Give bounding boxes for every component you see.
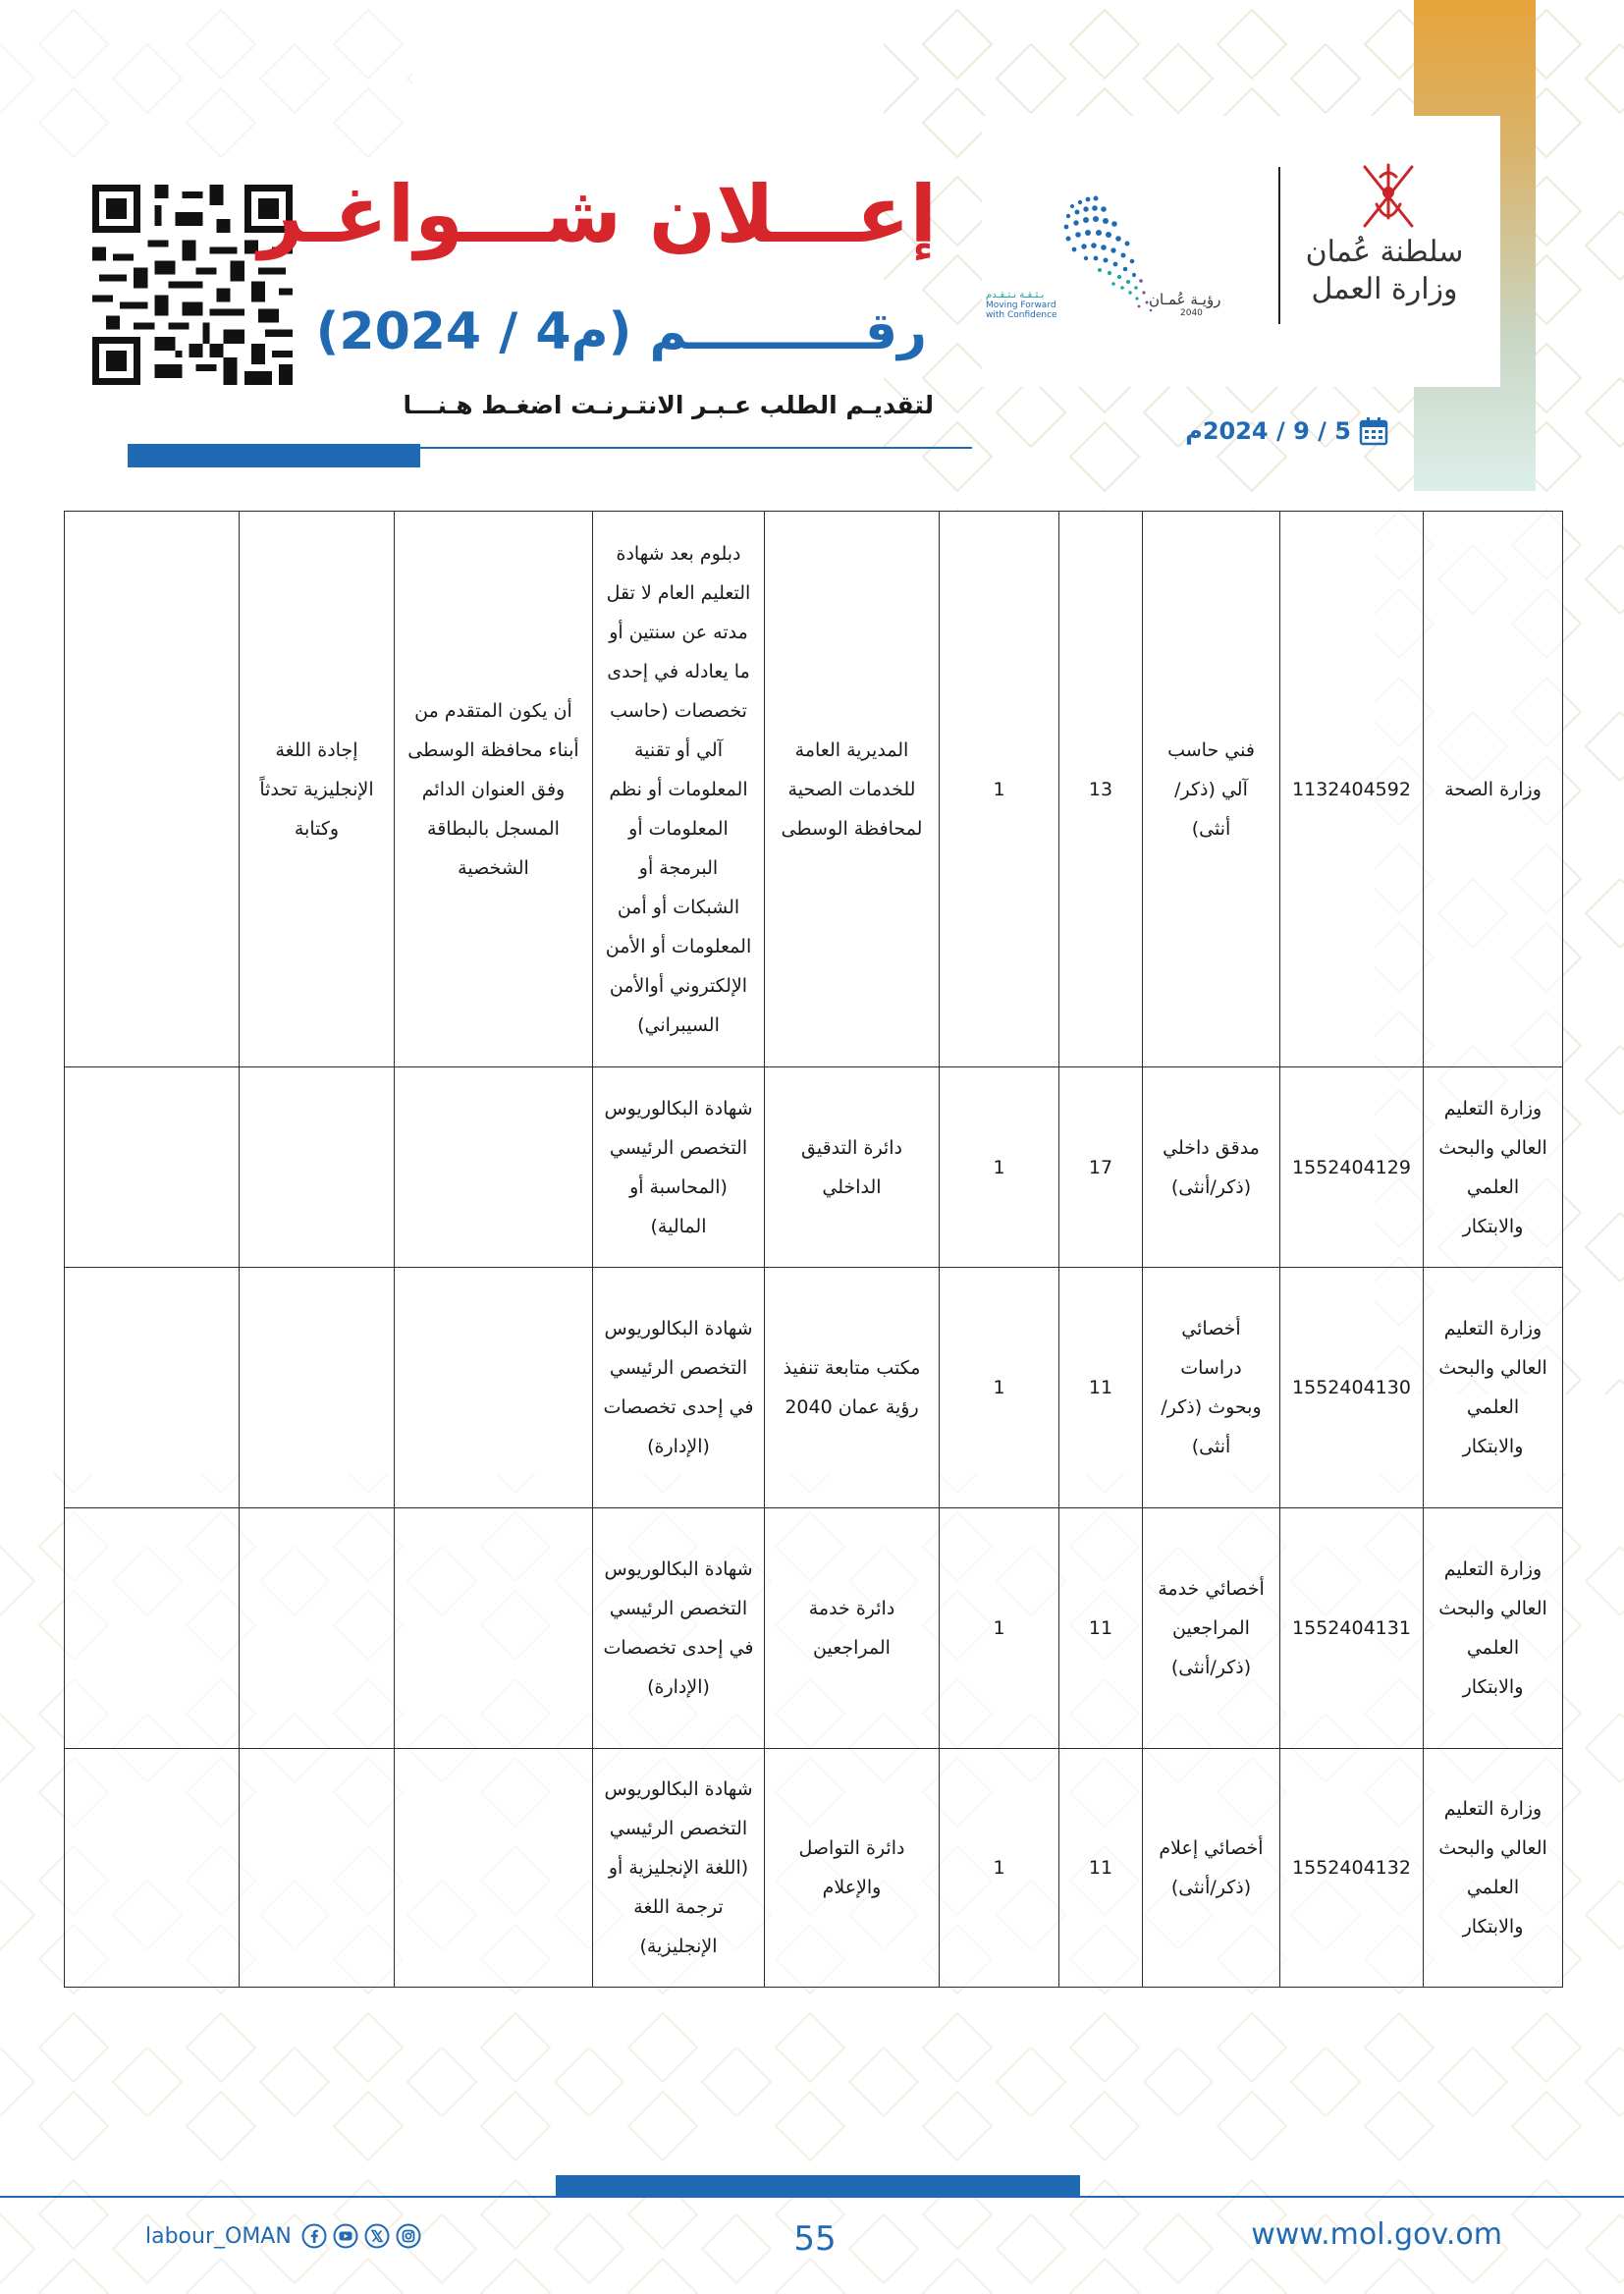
residence-cell [395, 1067, 593, 1268]
other-requirements-cell: إجادة اللغة الإنجليزية تحدثاً وكتابة [240, 512, 395, 1067]
youtube-icon[interactable] [333, 2223, 358, 2249]
entity-cell: وزارة الصحة [1424, 512, 1563, 1067]
date-text: 5 / 9 / 2024م [1185, 417, 1351, 445]
logo-divider [1278, 167, 1280, 324]
residence-cell [395, 1508, 593, 1749]
department-cell: المديرية العامة للخدمات الصحية لمحافظة الوسطى [765, 512, 940, 1067]
notes-cell [65, 1268, 240, 1508]
other-requirements-cell [240, 1067, 395, 1268]
grade-cell: 11 [1059, 1508, 1143, 1749]
job-code-cell: 1552404131 [1280, 1508, 1424, 1749]
residence-cell [395, 1749, 593, 1988]
announcement-number: رقــــــــــم (م4 / 2024) [315, 302, 927, 361]
vacancies-table [64, 511, 1563, 1988]
job-title-cell: فني حاسب آلي (ذكر/ أنثى) [1143, 512, 1280, 1067]
job-title-cell: أخصائي إعلام (ذكر/أنثى) [1143, 1749, 1280, 1988]
entity-cell: وزارة التعليم العالي والبحث العلمي والابتكار [1424, 1508, 1563, 1749]
entity-cell: وزارة التعليم العالي والبحث العلمي والابتكار [1424, 1268, 1563, 1508]
notes-cell [65, 512, 240, 1067]
entity-cell: وزارة التعليم العالي والبحث العلمي والابتكار [1424, 1749, 1563, 1988]
qualification-cell: دبلوم بعد شهادة التعليم العام لا تقل مدته عن سنتين أو ما يعادله في إحدى تخصصات (حاسب آلي أو تقنية المعلومات أو نظم المعلومات أو البرمجة أو الشبكات أو أمن المعلومات أو الأمن الإلكتروني أوالأمن السيبراني) [593, 512, 765, 1067]
grade-cell: 17 [1059, 1067, 1143, 1268]
qualification-cell: شهادة البكالوريوس التخصص الرئيسي (اللغة الإنجليزية أو ترجمة اللغة الإنجليزية) [593, 1749, 765, 1988]
grade-cell: 11 [1059, 1268, 1143, 1508]
job-code-cell: 1552404129 [1280, 1067, 1424, 1268]
notes-cell [65, 1508, 240, 1749]
x-icon[interactable] [364, 2223, 390, 2249]
count-cell: 1 [940, 1067, 1059, 1268]
job-code-cell: 1132404592 [1280, 512, 1424, 1067]
table-row [65, 1749, 1563, 1988]
oman-emblem-icon [1355, 157, 1422, 236]
other-requirements-cell [240, 1508, 395, 1749]
calendar-icon [1359, 416, 1388, 446]
website-link[interactable]: www.mol.gov.om [1251, 2217, 1502, 2252]
table-row [65, 1268, 1563, 1508]
notes-cell [65, 1067, 240, 1268]
job-title-cell: أخصائي دراسات وبحوث (ذكر/ أنثى) [1143, 1268, 1280, 1508]
instagram-icon[interactable] [396, 2223, 421, 2249]
other-requirements-cell [240, 1749, 395, 1988]
count-cell: 1 [940, 1508, 1059, 1749]
online-apply-link[interactable]: لتقديـم الطلب عـبـر الانتـرنـت اضغـط هـنـــا [403, 391, 934, 419]
department-cell: دائرة خدمة المراجعين [765, 1508, 940, 1749]
page-number: 55 [793, 2219, 837, 2259]
social-handle[interactable]: labour_OMAN [145, 2223, 292, 2249]
social-links [145, 2223, 421, 2249]
count-cell: 1 [940, 512, 1059, 1067]
vision-year: 2040 [1180, 308, 1203, 318]
table-row [65, 1508, 1563, 1749]
footer-accent-bar [556, 2175, 1080, 2197]
vision-tagline: بـثـقـة نـتـقـدم Moving Forward with Confidence [986, 290, 1057, 320]
residence-cell: أن يكون المتقدم من أبناء محافظة الوسطى وفق العنوان الدائم المسجل بالبطاقة الشخصية [395, 512, 593, 1067]
qualification-cell: شهادة البكالوريوس التخصص الرئيسي في إحدى تخصصات (الإدارة) [593, 1508, 765, 1749]
qualification-cell: شهادة البكالوريوس التخصص الرئيسي في إحدى تخصصات (الإدارة) [593, 1268, 765, 1508]
facebook-icon[interactable] [301, 2223, 327, 2249]
ministry-of-labour-logo-text: سلطنة عُمان وزارة العمل [1305, 235, 1464, 306]
header-accent-bar [128, 444, 420, 467]
department-cell: دائرة التواصل والإعلام [765, 1749, 940, 1988]
job-code-cell: 1552404132 [1280, 1749, 1424, 1988]
notes-cell [65, 1749, 240, 1988]
other-requirements-cell [240, 1268, 395, 1508]
grade-cell: 11 [1059, 1749, 1143, 1988]
residence-cell [395, 1268, 593, 1508]
count-cell: 1 [940, 1268, 1059, 1508]
announcement-title: إعـــلان شـــواغـر [257, 169, 937, 260]
entity-cell: وزارة التعليم العالي والبحث العلمي والابتكار [1424, 1067, 1563, 1268]
job-code-cell: 1552404130 [1280, 1268, 1424, 1508]
table-row [65, 1067, 1563, 1268]
announcement-date [1185, 416, 1388, 446]
qualification-cell: شهادة البكالوريوس التخصص الرئيسي (المحاسبة أو المالية) [593, 1067, 765, 1268]
table-row [65, 512, 1563, 1067]
job-title-cell: مدقق داخلي (ذكر/أنثى) [1143, 1067, 1280, 1268]
department-cell: دائرة التدقيق الداخلي [765, 1067, 940, 1268]
grade-cell: 13 [1059, 512, 1143, 1067]
vision-name: رؤيـة عُمـان [1149, 291, 1221, 308]
job-title-cell: أخصائي خدمة المراجعين (ذكر/أنثى) [1143, 1508, 1280, 1749]
count-cell: 1 [940, 1749, 1059, 1988]
department-cell: مكتب متابعة تنفيذ رؤية عمان 2040 [765, 1268, 940, 1508]
